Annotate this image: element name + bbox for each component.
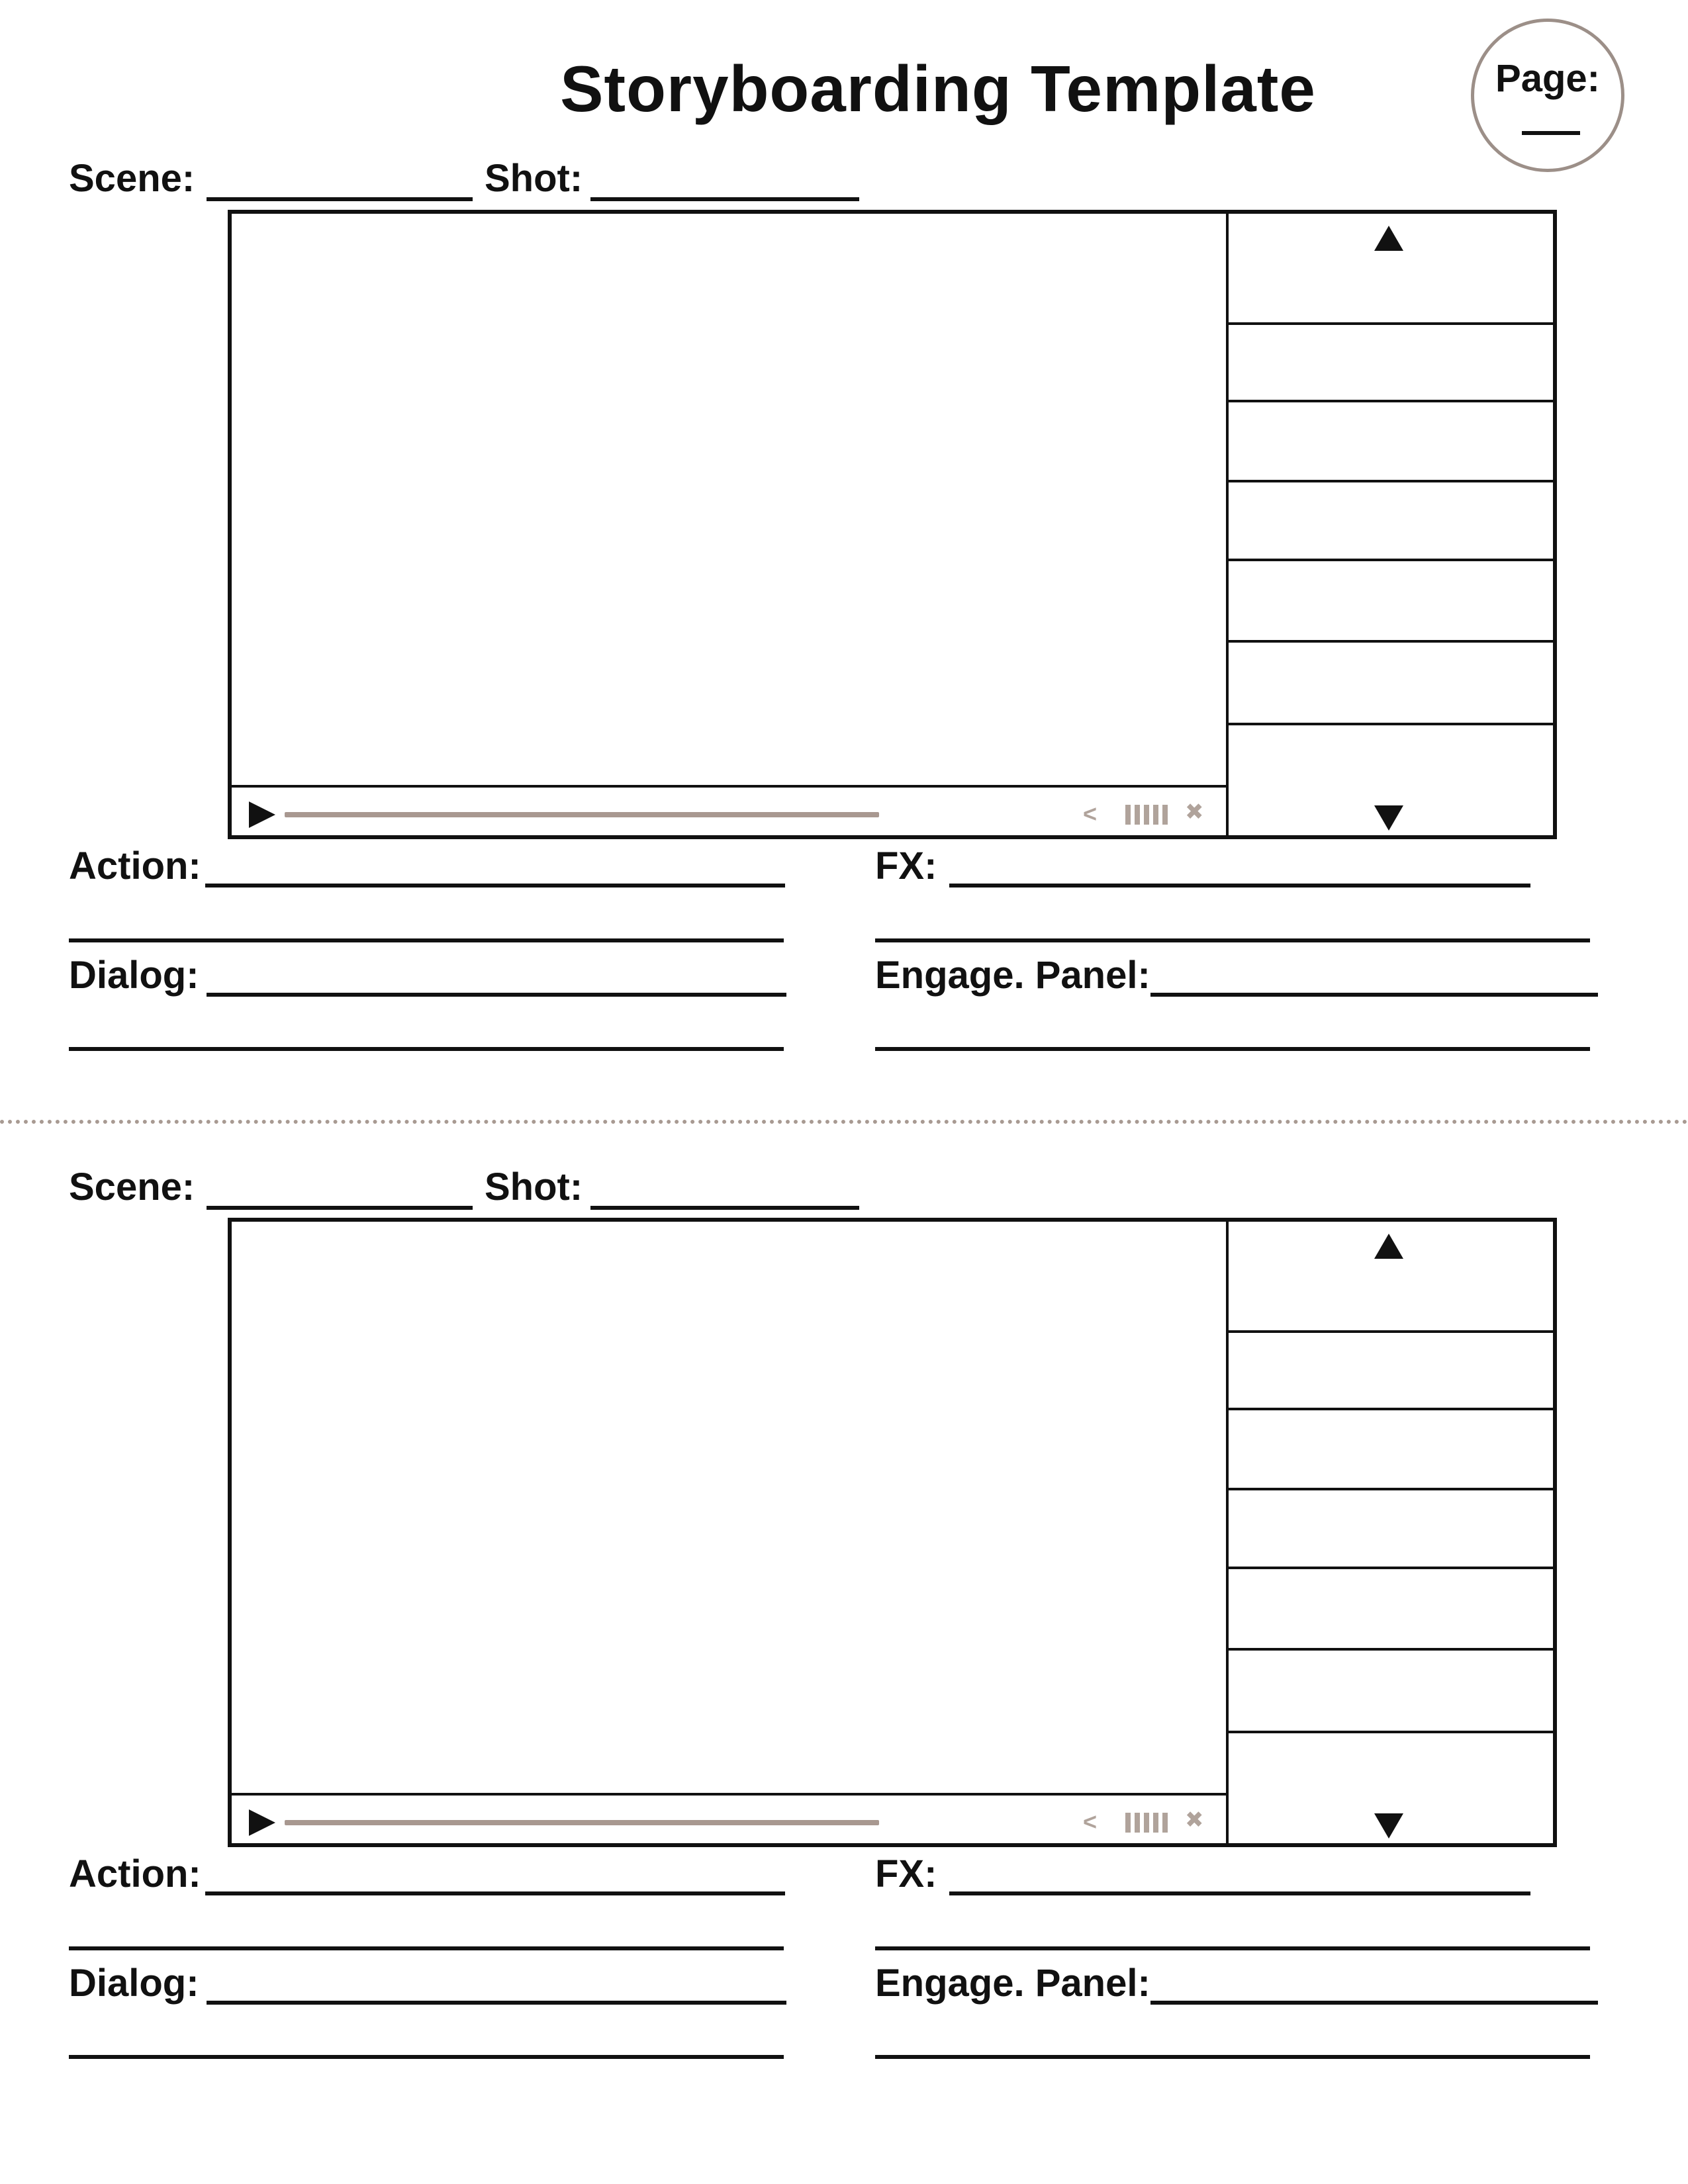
drawing-area[interactable] bbox=[232, 1222, 1227, 1792]
dialog-field[interactable] bbox=[207, 2001, 786, 2005]
engage-panel-field-line-2[interactable] bbox=[875, 1047, 1590, 1051]
storyboard-frame bbox=[228, 1218, 1557, 1847]
action-field[interactable] bbox=[205, 884, 785, 887]
action-field-line-2[interactable] bbox=[69, 1946, 784, 1950]
play-icon[interactable] bbox=[249, 1809, 275, 1836]
side-row-divider bbox=[1227, 1567, 1553, 1569]
fx-field[interactable] bbox=[949, 884, 1530, 887]
control-bar-border bbox=[232, 1793, 1227, 1796]
fx-label: FX: bbox=[875, 1852, 937, 1895]
page-number-badge bbox=[1471, 19, 1624, 172]
side-row-divider bbox=[1227, 1731, 1553, 1733]
side-row-divider bbox=[1227, 559, 1553, 561]
engage-panel-field[interactable] bbox=[1150, 993, 1598, 997]
fx-label: FX: bbox=[875, 844, 937, 887]
engage-panel-field[interactable] bbox=[1150, 2001, 1598, 2005]
page-number-field[interactable] bbox=[1522, 131, 1580, 135]
arrow-down-icon[interactable] bbox=[1374, 805, 1403, 831]
side-row-divider bbox=[1227, 400, 1553, 402]
shot-field[interactable] bbox=[590, 197, 859, 201]
progress-bar[interactable] bbox=[285, 812, 879, 817]
frame-divider bbox=[1226, 214, 1229, 835]
shot-label: Shot: bbox=[485, 157, 583, 200]
frame-divider bbox=[1226, 1222, 1229, 1843]
page-label: Page: bbox=[1495, 57, 1600, 100]
side-row-divider bbox=[1227, 322, 1553, 325]
side-row-divider bbox=[1227, 1488, 1553, 1490]
dialog-field[interactable] bbox=[207, 993, 786, 997]
storyboard-frame bbox=[228, 210, 1557, 839]
side-row-divider bbox=[1227, 1330, 1553, 1333]
volume-bars-icon[interactable] bbox=[1125, 1813, 1168, 1833]
share-icon[interactable]: < bbox=[1083, 1808, 1098, 1835]
action-field-line-2[interactable] bbox=[69, 938, 784, 942]
fx-field-line-2[interactable] bbox=[875, 938, 1590, 942]
scene-field[interactable] bbox=[207, 197, 473, 201]
side-row-divider bbox=[1227, 723, 1553, 725]
action-label: Action: bbox=[69, 1852, 201, 1895]
dialog-label: Dialog: bbox=[69, 954, 199, 997]
side-row-divider bbox=[1227, 640, 1553, 643]
share-icon[interactable]: < bbox=[1083, 800, 1098, 827]
action-label: Action: bbox=[69, 844, 201, 887]
engage-panel-label: Engage. Panel: bbox=[875, 1962, 1150, 2005]
shot-label: Shot: bbox=[485, 1165, 583, 1208]
side-row-divider bbox=[1227, 1408, 1553, 1410]
page-title: Storyboarding Template bbox=[560, 52, 1316, 125]
drawing-area[interactable] bbox=[232, 214, 1227, 784]
dialog-field-line-2[interactable] bbox=[69, 2055, 784, 2059]
scene-label: Scene: bbox=[69, 1165, 195, 1208]
arrow-up-icon[interactable] bbox=[1374, 1234, 1403, 1259]
engage-panel-field-line-2[interactable] bbox=[875, 2055, 1590, 2059]
volume-bars-icon[interactable] bbox=[1125, 805, 1168, 825]
dialog-label: Dialog: bbox=[69, 1962, 199, 2005]
fx-field[interactable] bbox=[949, 1891, 1530, 1895]
dialog-field-line-2[interactable] bbox=[69, 1047, 784, 1051]
control-bar-border bbox=[232, 785, 1227, 788]
fullscreen-icon[interactable]: ✖ bbox=[1185, 1807, 1204, 1833]
scene-field[interactable] bbox=[207, 1206, 473, 1210]
shot-field[interactable] bbox=[590, 1206, 859, 1210]
fx-field-line-2[interactable] bbox=[875, 1946, 1590, 1950]
cut-line-separator bbox=[0, 1120, 1688, 1124]
fullscreen-icon[interactable]: ✖ bbox=[1185, 799, 1204, 825]
action-field[interactable] bbox=[205, 1891, 785, 1895]
side-row-divider bbox=[1227, 1648, 1553, 1651]
arrow-down-icon[interactable] bbox=[1374, 1813, 1403, 1839]
progress-bar[interactable] bbox=[285, 1820, 879, 1825]
side-row-divider bbox=[1227, 480, 1553, 482]
scene-label: Scene: bbox=[69, 157, 195, 200]
arrow-up-icon[interactable] bbox=[1374, 226, 1403, 251]
engage-panel-label: Engage. Panel: bbox=[875, 954, 1150, 997]
play-icon[interactable] bbox=[249, 801, 275, 828]
